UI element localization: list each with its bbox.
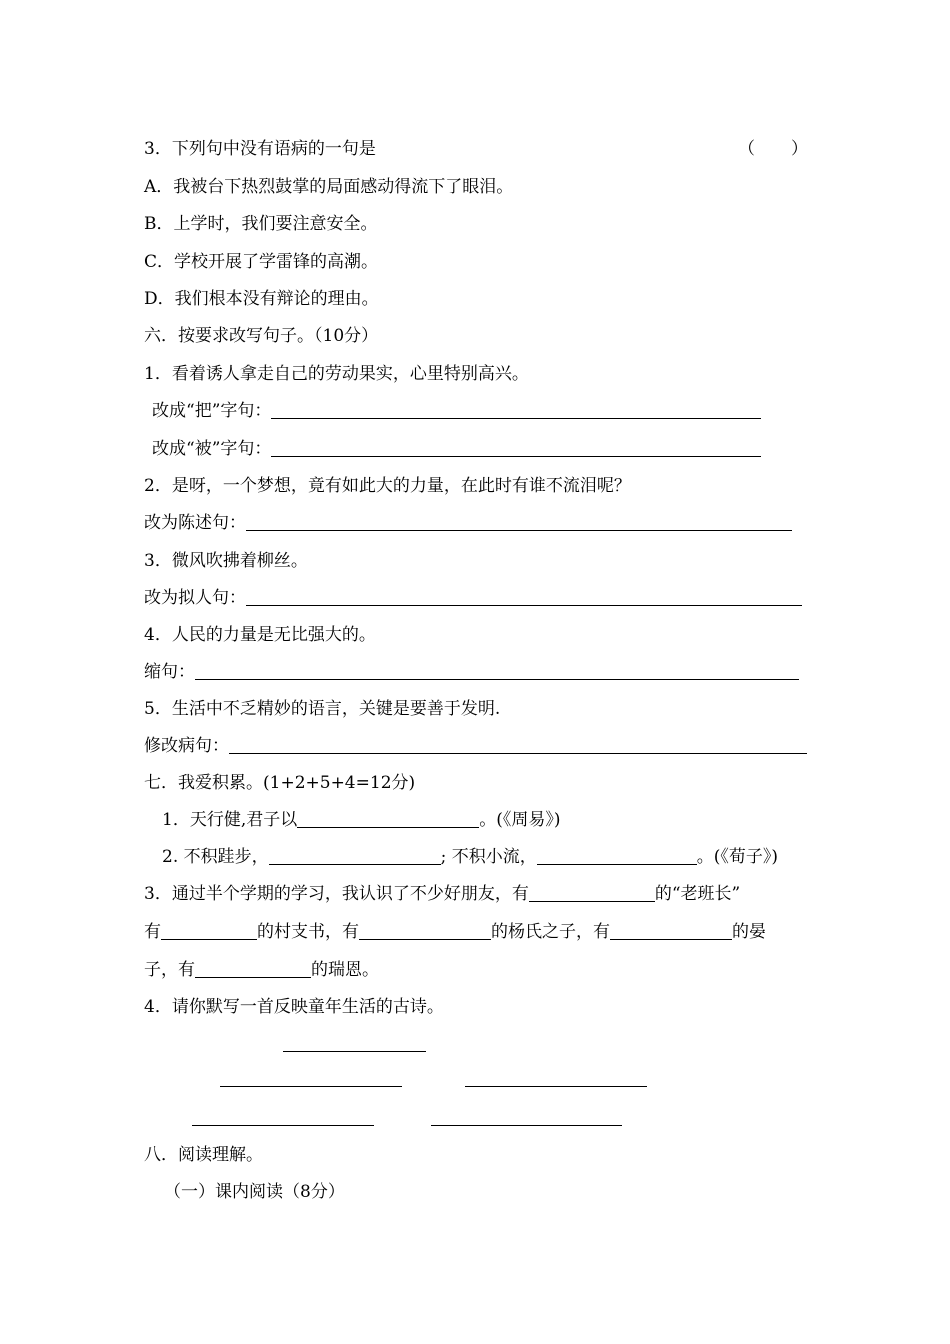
answer-blank[interactable] [195, 661, 799, 680]
s7-q3-a-pre: 3．通过半个学期的学习，我认识了不少好朋友，有 [144, 884, 529, 904]
s6-q1-ba [152, 399, 761, 423]
poem-title-blank[interactable] [283, 1050, 426, 1052]
s7-q1-post: 。(《周易》) [479, 810, 561, 830]
section7-title: 七．我爱积累。(1+2+5+4=12分) [144, 773, 416, 793]
poem-line-blank[interactable] [192, 1124, 374, 1126]
s7-q1-pre: 1．天行健,君子以 [162, 810, 298, 830]
s6-q1-ba-label: 改成“把”字句： [152, 401, 272, 421]
s7-q2-pre: 2. 不积跬步， [162, 847, 269, 867]
q5-3-stem: 3．下列句中没有语病的一句是 [144, 139, 376, 159]
s6-q2-answer [144, 511, 792, 535]
section8-sub1: （一）课内阅读（8分） [164, 1182, 345, 1202]
option-a: A．我被台下热烈鼓掌的局面感动得流下了眼泪。 [144, 177, 514, 197]
answer-blank[interactable] [246, 587, 802, 606]
answer-blank[interactable] [269, 846, 441, 865]
s6-q1-bei-label: 改成“被”字句： [152, 439, 272, 459]
s6-q4-label: 缩句： [144, 662, 195, 682]
answer-blank[interactable] [537, 846, 697, 865]
s6-q4: 4．人民的力量是无比强大的。 [144, 625, 376, 645]
s7-q3-a-post: 的“老班长” [654, 884, 741, 904]
s7-q1 [162, 808, 561, 832]
option-b: B．上学时，我们要注意安全。 [144, 214, 378, 234]
s6-q2-label: 改为陈述句： [144, 513, 246, 533]
option-d: D．我们根本没有辩论的理由。 [144, 289, 379, 309]
s6-q1: 1．看着诱人拿走自己的劳动果实，心里特别高兴。 [144, 364, 529, 384]
s7-q3-line2 [144, 920, 766, 944]
s7-q3-b-mid2: 的杨氏之子，有 [491, 922, 610, 942]
answer-blank[interactable] [271, 438, 761, 457]
answer-blank[interactable] [246, 512, 792, 531]
s6-q3-label: 改为拟人句： [144, 588, 246, 608]
s7-q3-c-pre: 子，有 [144, 960, 195, 980]
s7-q2-mid: ; 不积小流， [440, 847, 537, 867]
s6-q5-label: 修改病句： [144, 736, 229, 756]
answer-blank[interactable] [229, 735, 807, 754]
poem-line-blank[interactable] [431, 1124, 622, 1126]
s6-q3-answer [144, 586, 802, 610]
answer-blank[interactable] [195, 959, 311, 978]
answer-blank[interactable] [529, 883, 655, 902]
section8-title: 八．阅读理解。 [144, 1145, 263, 1165]
section6-title: 六．按要求改写句子。（10分） [144, 326, 379, 346]
answer-blank[interactable] [271, 400, 761, 419]
s7-q3-line1 [144, 882, 740, 906]
answer-parentheses [738, 137, 808, 161]
s7-q3-b-post: 的晏 [732, 922, 766, 942]
option-c: C．学校开展了学雷锋的高潮。 [144, 252, 379, 272]
s7-q2-post: 。(《荀子》) [696, 847, 779, 867]
poem-line-blank[interactable] [220, 1085, 402, 1087]
s6-q3: 3．微风吹拂着柳丝。 [144, 551, 308, 571]
s6-q2: 2．是呀，一个梦想，竟有如此大的力量，在此时有谁不流泪呢？ [144, 476, 631, 496]
s6-q5: 5．生活中不乏精妙的语言，关键是要善于发明. [144, 699, 501, 719]
s6-q1-bei [152, 437, 761, 461]
poem-line-blank[interactable] [465, 1085, 647, 1087]
s6-q5-answer [144, 734, 807, 758]
answer-blank[interactable] [297, 809, 479, 828]
s7-q3-b-mid1: 的村支书，有 [257, 922, 359, 942]
s7-q3-c-post: 的瑞恩。 [311, 960, 379, 980]
answer-blank[interactable] [610, 921, 732, 940]
paren-close: ） [791, 139, 808, 159]
s7-q2 [162, 845, 778, 869]
s7-q3-b-pre: 有 [144, 922, 161, 942]
s7-q4: 4．请你默写一首反映童年生活的古诗。 [144, 997, 444, 1017]
answer-blank[interactable] [359, 921, 491, 940]
s6-q4-answer [144, 660, 799, 684]
answer-blank[interactable] [161, 921, 257, 940]
paren-open: （ [738, 139, 755, 159]
s7-q3-line3 [144, 958, 379, 982]
